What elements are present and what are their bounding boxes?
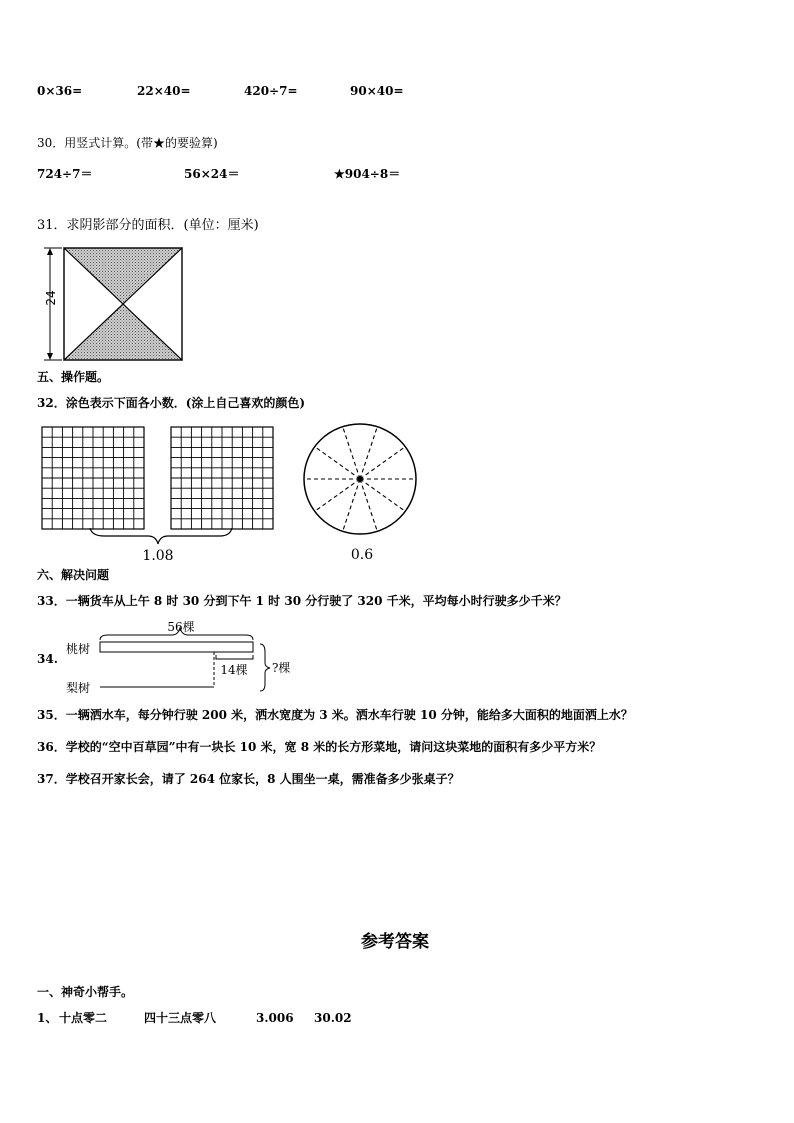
peach-tree-label: 桃树 [66,642,91,656]
circle-spoke [343,427,360,479]
answer-item: 十点零二 [59,1011,108,1025]
section-6-title: 六、解决问题 [37,568,110,582]
circle-spoke [315,479,360,511]
question-31-title: 31．求阴影部分的面积．(单位：厘米) [37,218,259,233]
question-34-number: 34. [37,652,58,666]
question-30-title: 30．用竖式计算。(带★的要验算) [37,136,218,150]
difference-count: 14棵 [220,663,248,677]
peach-bar [100,642,253,652]
hundred-grids-figure [40,424,290,564]
answer-item: 3.006 [256,1011,294,1025]
answers-section-1: 一、神奇小帮手。 [37,985,134,999]
calc-item: 22×40= [137,84,191,98]
hundred-grid-1 [42,427,144,529]
q30-item: 56×24＝ [184,167,240,181]
answers-heading: 参考答案 [361,932,429,952]
q30-item: 724÷7＝ [37,167,93,181]
lower-shaded-triangle [64,304,182,360]
question-32-title: 32．涂色表示下面各小数．(涂上自己喜欢的颜色) [37,396,306,410]
hundred-grid-2 [171,427,273,529]
answer-item: 四十三点零八 [144,1011,217,1025]
circle-spoke [360,427,377,479]
tree-comparison-diagram [64,618,314,700]
section-5-title: 五、操作题。 [37,370,110,384]
question-35: 35．一辆洒水车，每分钟行驶 200 米，洒水宽度为 3 米。洒水车行驶 10 分钟，能给多大面积的地面洒上水？ [37,708,633,722]
circle-figure [300,420,430,565]
calc-item: 0×36= [37,84,83,98]
calc-item: 90×40= [350,84,404,98]
answer-item: 30.02 [314,1011,352,1025]
circle-spoke [315,447,360,479]
dimension-label: 24 [44,290,58,306]
answer-1-number: 1、 [37,1011,58,1025]
shaded-area-figure [36,244,186,366]
grid-decimal-label: 1.08 [142,548,174,564]
circle-spoke [343,479,360,531]
circle-spoke [360,447,405,479]
question-33: 33．一辆货车从上午 8 时 30 分到下午 1 时 30 分行驶了 320 千米，平均每小时行驶多少千米？ [37,594,567,608]
brace [90,528,232,544]
circle-decimal-label: 0.6 [350,547,374,563]
upper-shaded-triangle [64,248,182,304]
total-brace [260,644,270,691]
question-36: 36．学校的“空中百草园”中有一块长 10 米，宽 8 米的长方形菜地，请问这块菜地的面积有多少平方米？ [37,740,602,754]
question-37: 37．学校召开家长会，请了 264 位家长，8 人围坐一桌，需准备多少张桌子？ [37,772,460,786]
pear-tree-label: 梨树 [66,681,91,695]
unknown-total: ?棵 [272,661,291,675]
peach-count: 56棵 [167,620,195,634]
circle-spoke [360,479,377,531]
circle-spoke [360,479,405,511]
calc-item: 420÷7= [244,84,298,98]
q30-item: ★904÷8＝ [334,167,401,181]
